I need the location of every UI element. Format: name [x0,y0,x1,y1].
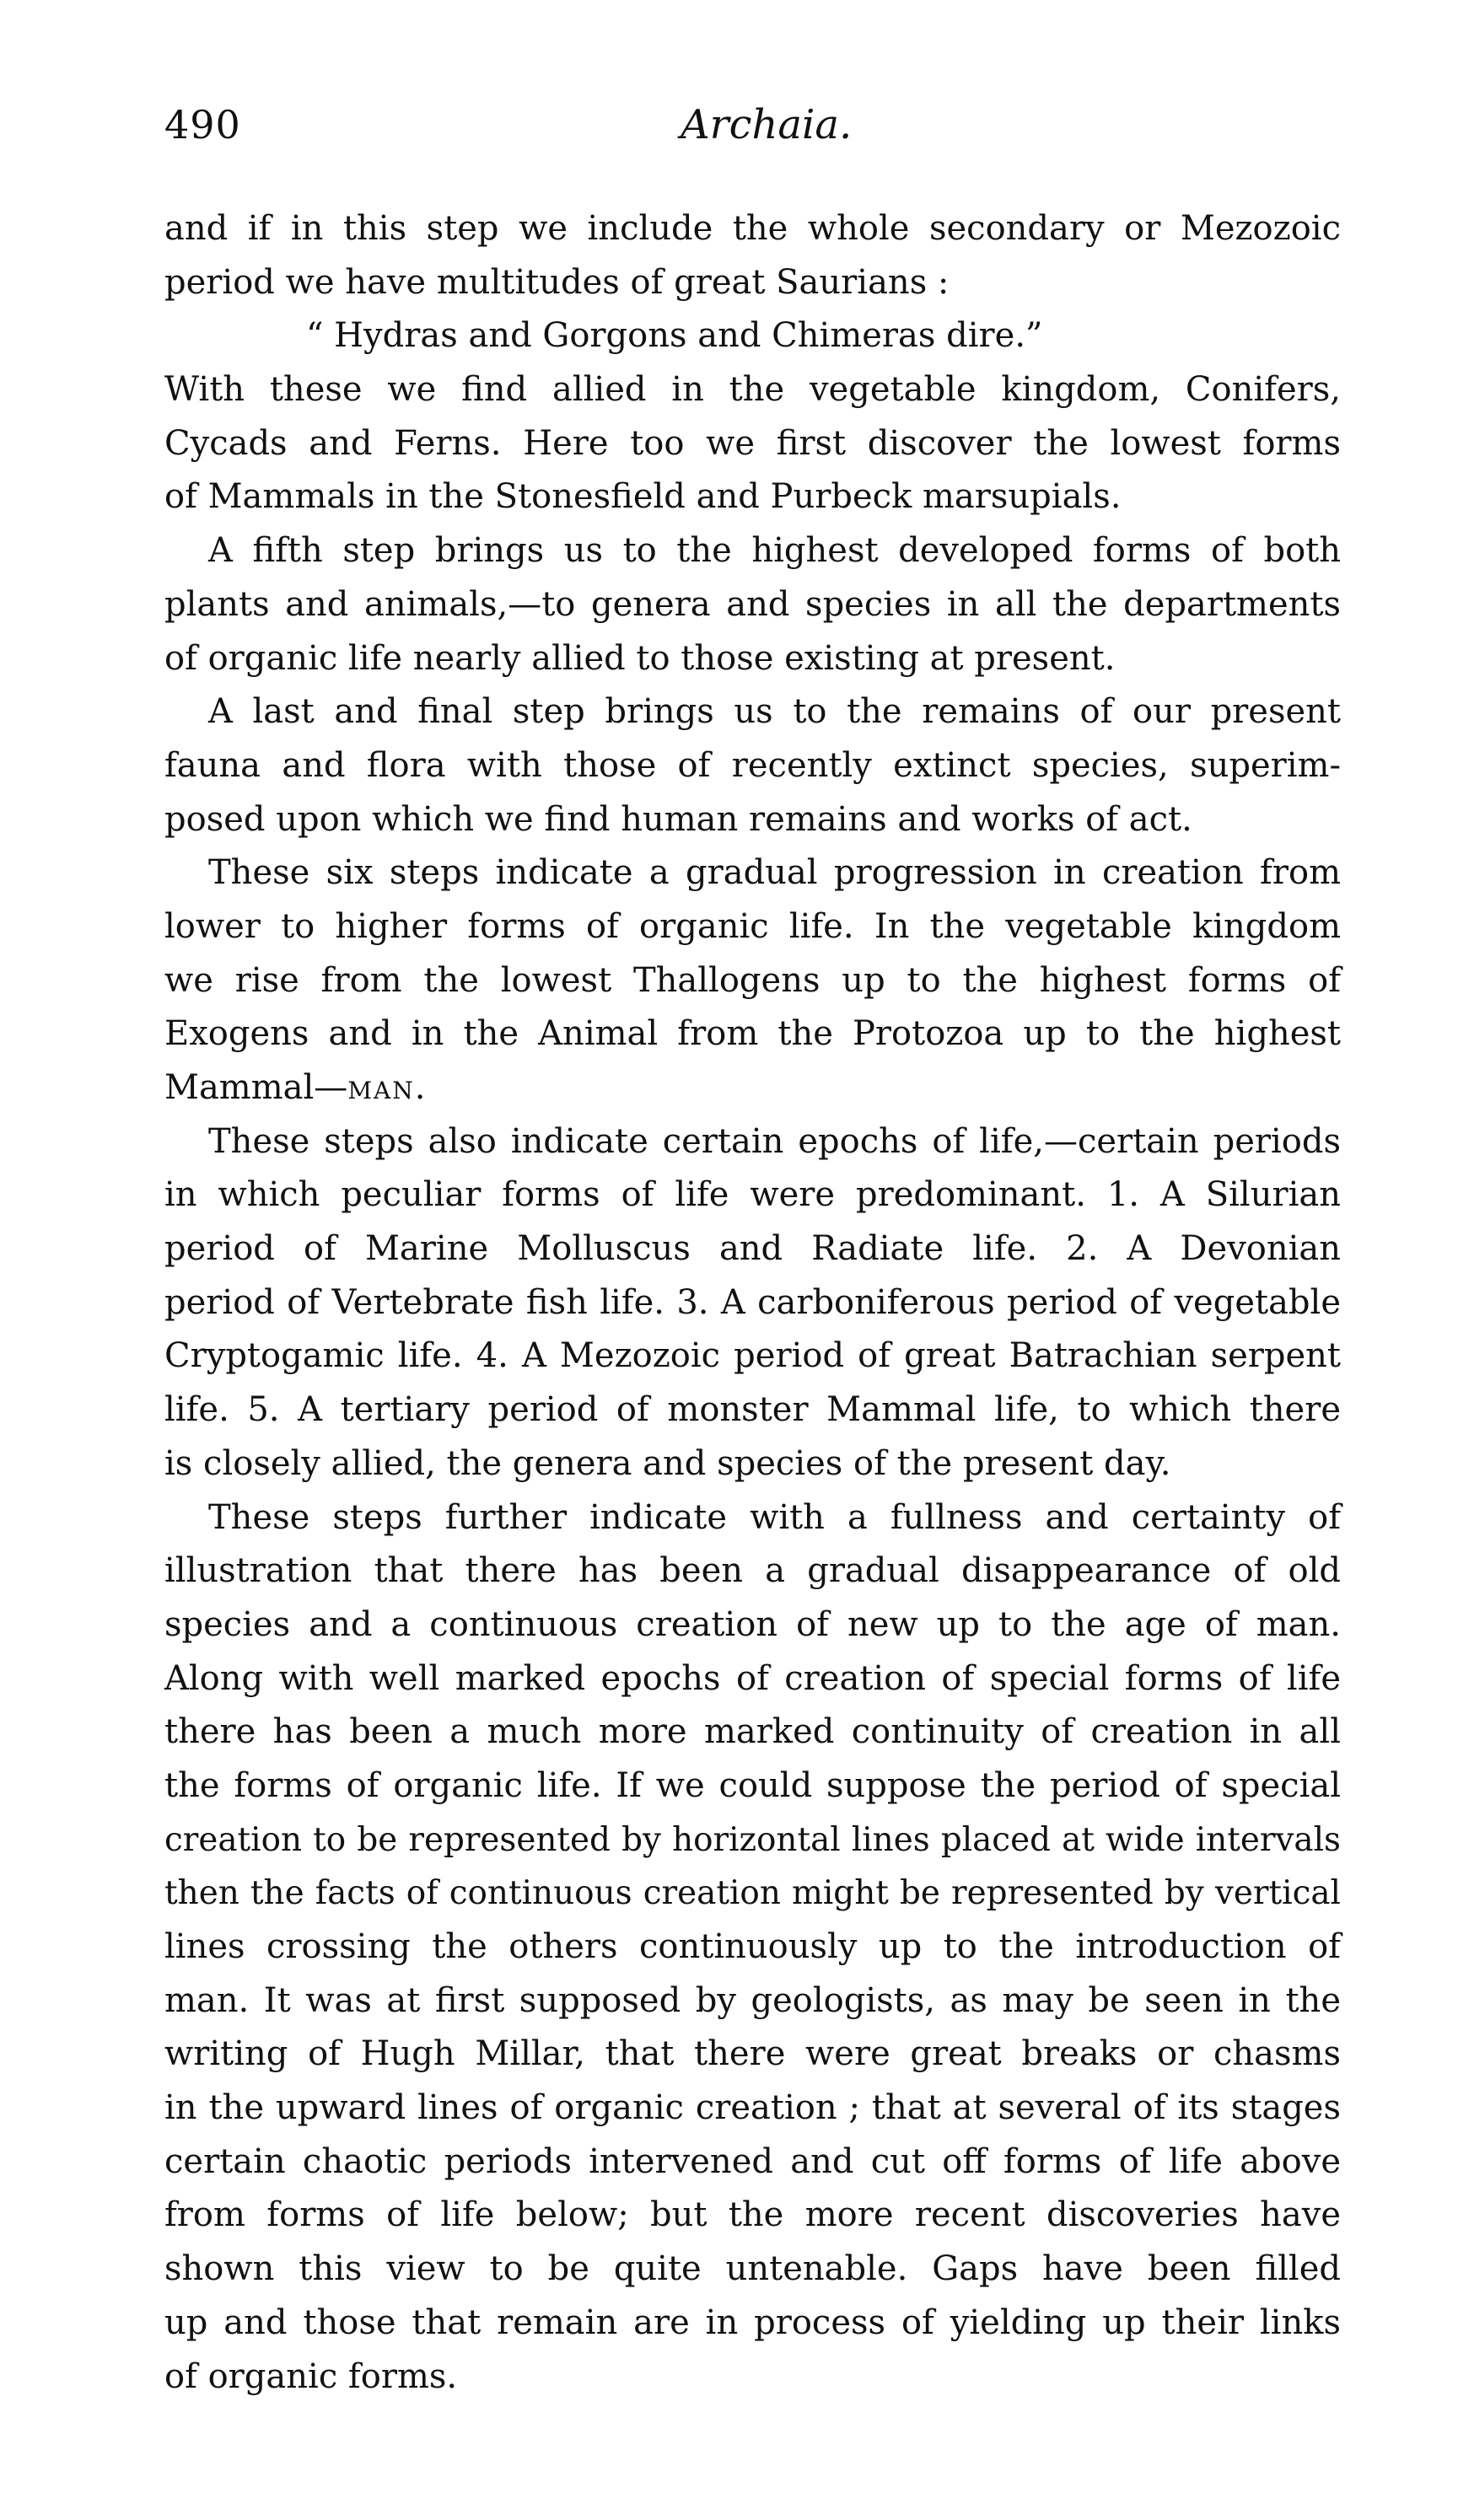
text-line: lines crossing the others continuously up to the introduction of [164,1927,1341,1966]
text-line: Cryptogamic life. 4. A Mezozoic period of great Batrachian serpent [164,1336,1341,1376]
paragraph [164,524,1341,685]
paragraph [164,846,1341,1115]
text-line: A fifth step brings us to the highest developed forms of both [208,531,1341,571]
text-line: Along with well marked epochs of creation of special forms of life [164,1658,1341,1698]
text-line: species and a continuous creation of new up to the age of man. [164,1604,1341,1644]
text-line: of organic life nearly allied to those existing at present. [164,638,1116,678]
text-line: period we have multitudes of great Saurians : [164,262,950,302]
text-line: life. 5. A tertiary period of monster Mammal life, to which there [164,1390,1341,1430]
text-line: shown this view to be quite untenable. Gaps have been filled [164,2249,1341,2289]
text-line: Cycads and Ferns. Here too we first discover the lowest forms [164,423,1341,463]
text-line: creation to be represented by horizontal lines placed at wide intervals [164,1820,1341,1859]
text-line: of organic forms. [164,2356,458,2396]
text-line: is closely allied, the genera and species of the present day. [164,1443,1171,1483]
text-line: lower to higher forms of organic life. In the vegetable kingdom [164,906,1341,946]
text-line: period of Vertebrate fish life. 3. A carboniferous period of vegetable [164,1282,1341,1322]
small-caps-word: man. [347,1068,428,1107]
text-line: up and those that remain are in process of yielding up their links [164,2302,1341,2342]
text-line: plants and animals,—to genera and species in all the departments [164,584,1341,624]
text-line: With these we find allied in the vegetable kingdom, Conifers, [164,370,1341,410]
text-line: posed upon which we find human remains and works of act. [164,799,1192,839]
text-line: certain chaotic periods intervened and cut off forms of life above [164,2141,1341,2181]
text-line: of Mammals in the Stonesfield and Purbeck marsupials. [164,477,1122,517]
text-line: in which peculiar forms of life were predominant. 1. A Silurian [164,1175,1341,1215]
text-line: there has been a much more marked continuity of creation in all [164,1712,1341,1752]
page-number: 490 [164,102,241,148]
block-quote [164,309,1341,363]
text-line: writing of Hugh Millar, that there were great breaks or chasms [164,2034,1341,2074]
text-line [164,1061,1341,1115]
text-line: in the upward lines of organic creation ; that at several of its stages [164,2088,1341,2128]
text-line: and if in this step we include the whole secondary or Mezozoic [164,209,1341,248]
text-line: then the facts of continuous creation might be represented by vertical [164,1874,1341,1913]
running-title: Archaia. [681,101,853,148]
text-line: from forms of life below; but the more recent discoveries have [164,2195,1341,2235]
paragraph [164,1491,1341,2404]
text-line: we rise from the lowest Thallogens up to the highest forms of [164,960,1341,1000]
paragraph [164,1115,1341,1491]
text-line: illustration that there has been a gradual disappearance of old [164,1551,1341,1591]
text-line: the forms of organic life. If we could suppose the period of special [164,1765,1341,1805]
text-line: These steps further indicate with a fullness and certainty of [208,1497,1341,1537]
quote-line: “ Hydras and Gorgons and Chimeras dire.” [306,316,1043,356]
text-line: fauna and flora with those of recently extinct species, superim- [164,745,1341,785]
text-line: A last and final step brings us to the remains of our present [208,692,1341,732]
text-line: These steps also indicate certain epochs of life,—certain periods [208,1121,1341,1161]
page-header [164,99,1341,159]
paragraph [164,685,1341,846]
text-line: These six steps indicate a gradual progression in creation from [208,853,1341,893]
text-line: Exogens and in the Animal from the Protozoa up to the highest [164,1014,1341,1054]
paragraph [164,363,1341,524]
text-fragment: Mammal— [164,1068,348,1107]
text-line: period of Marine Molluscus and Radiate life. 2. A Devonian [164,1229,1341,1269]
text-line: man. It was at first supposed by geologists, as may be seen in the [164,1980,1341,2020]
body-text [164,202,1341,2404]
paragraph [164,202,1341,309]
